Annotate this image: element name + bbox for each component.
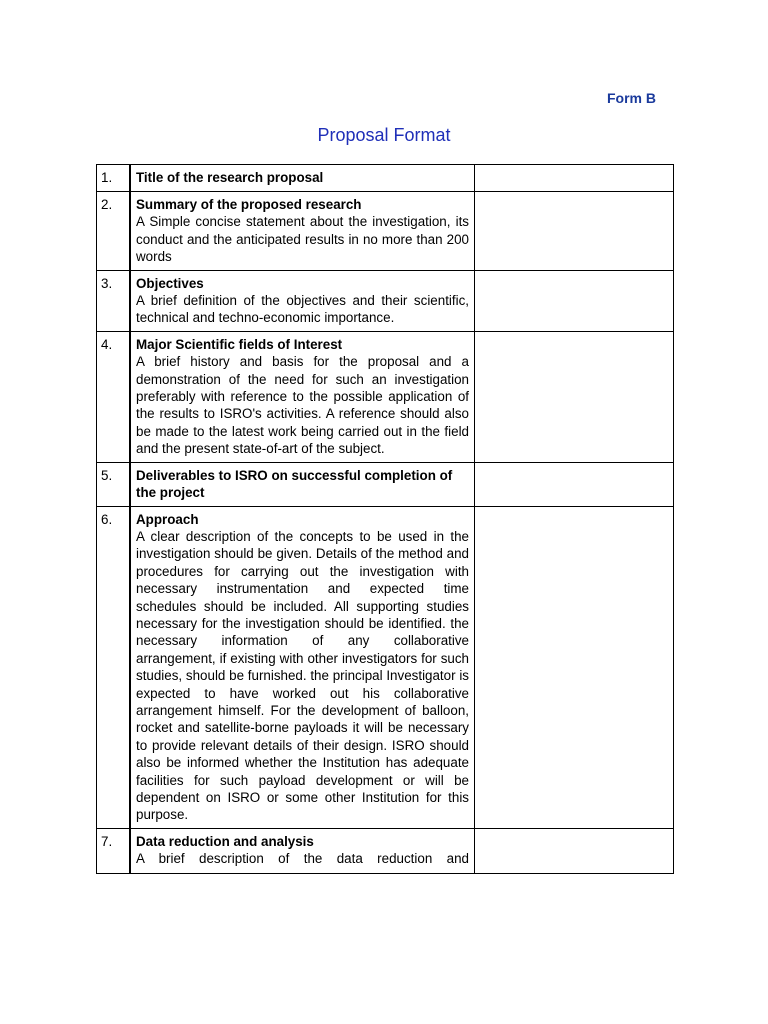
row-number: 3.: [97, 270, 131, 331]
response-cell[interactable]: [475, 192, 674, 271]
row-heading: Objectives: [136, 275, 204, 291]
row-description: A clear description of the concepts to be used in the investigation should be given. Details of the method and procedures for carrying out the investigation with necessary instrumentation and expected time schedules should be included. All supporting studies necessary for the investigation should be identified. the necessary information of any collaborative arrangement, if existing with other investigators for such studies, should be furnished. the principal Investigator is expected to have worked out his collaborative arrangement himself. For the development of balloon, rocket and satellite-borne payloads it will be necessary to provide relevant details of their design. ISRO should also be informed whether the Institution has adequate facilities for such payload development or will be dependent on ISRO or some other Institution for this purpose.: [136, 528, 469, 823]
proposal-table: [96, 164, 674, 874]
row-content: [130, 462, 475, 506]
form-label: Form B: [607, 90, 656, 106]
table-row: [97, 192, 674, 271]
row-heading: Deliverables to ISRO on successful completion of the project: [136, 467, 453, 501]
row-number: 5.: [97, 462, 131, 506]
row-number: 4.: [97, 331, 131, 462]
table-row: [97, 331, 674, 462]
row-number: 2.: [97, 192, 131, 271]
row-heading: Approach: [136, 511, 199, 527]
row-description: A brief description of the data reduction and: [136, 851, 469, 867]
table-row: [97, 828, 674, 873]
row-content: [130, 165, 475, 192]
response-cell[interactable]: [475, 165, 674, 192]
row-number: 6.: [97, 506, 131, 828]
row-description: A brief history and basis for the proposal and a demonstration of the need for such an investigation preferably with reference to the possible application of the results to ISRO's activities. A reference should also be made to the latest work being carried out in the field and the present state-of-art of the subject.: [136, 354, 469, 457]
table-row: [97, 165, 674, 192]
response-cell[interactable]: [475, 270, 674, 331]
row-heading: Data reduction and analysis: [136, 833, 314, 849]
row-heading: Title of the research proposal: [136, 170, 324, 185]
response-cell[interactable]: [475, 828, 674, 873]
row-content: [130, 192, 475, 271]
response-cell[interactable]: [475, 331, 674, 462]
row-description: A brief definition of the objectives and their scientific, technical and techno-economic importance.: [136, 293, 469, 326]
response-cell[interactable]: [475, 462, 674, 506]
table-row: [97, 270, 674, 331]
response-cell[interactable]: [475, 506, 674, 828]
table-row: [97, 506, 674, 828]
row-content: [130, 270, 475, 331]
row-content: [130, 506, 475, 828]
row-number: 1.: [97, 165, 131, 192]
table-row: [97, 462, 674, 506]
page-title: Proposal Format: [317, 125, 451, 145]
row-description: A Simple concise statement about the investigation, its conduct and the anticipated results in no more than 200 words: [136, 214, 469, 265]
row-heading: Summary of the proposed research: [136, 197, 362, 212]
row-content: [130, 331, 475, 462]
row-content: [130, 828, 475, 873]
row-heading: Major Scientific fields of Interest: [136, 336, 343, 352]
row-number: 7.: [97, 828, 131, 873]
